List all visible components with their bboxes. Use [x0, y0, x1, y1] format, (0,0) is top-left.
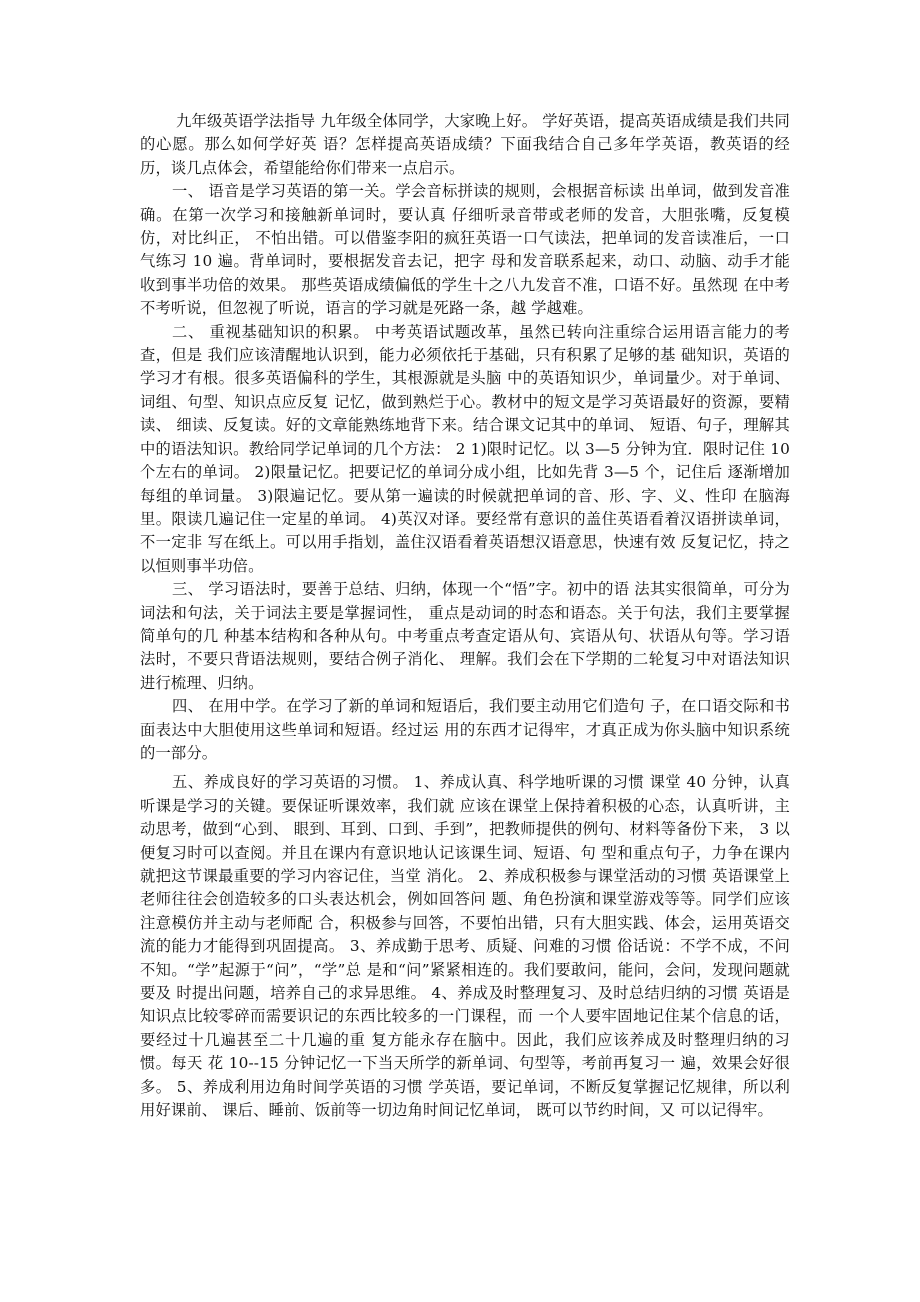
section-five-habits: 五、养成良好的学习英语的习惯。 1、养成认真、科学地听课的习惯 课堂 40 分钟，认真听课是学习的关键。要保证听课效率，我们就 应该在课堂上保持着积极的心态，认真听讲，主动思考，做到“心到、 眼到、耳到、口到、手到”，把教师提供的例句、材料等备份下来， 3 以便复习时可以查阅。并且在课内有意识地认记该课生词、短语、句 型和重点句子，力争在课内就把这节课最重要的学习内容记住，当堂 消化。 2、养成积极参与课堂活动的习惯 英语课堂上老师往往会创造较多的口头表达机会，例如回答问 题、角色扮演和课堂游戏等等。同学们应该注意模仿并主动与老师配 合，积极参与回答，不要怕出错，只有大胆实践、体会，运用英语交 流的能力才能得到巩固提高。 3、养成勤于思考、质疑、问难的习惯 俗话说：不学不成，不问不知。“学”起源于“问”，“学”总 是和“问”紧紧相连的。我们要敢问，能问，会问，发现问题就要及 时提出问题，培养自己的求异思维。 4、养成及时整理复习、及时总结归纳的习惯 英语是知识点比较零碎而需要识记的东西比较多的一门课程，而 一个人要牢固地记住某个信息的话，要经过十几遍甚至二十几遍的重 复方能永存在脑中。因此，我们应该养成及时整理归纳的习惯。每天 花 10--15 分钟记忆一下当天所学的新单词、句型等，考前再复习一 遍，效果会好很多。 5、养成利用边角时间学英语的习惯 学英语，要记单词，不断反复掌握记忆规律，所以利用好课前、 课后、睡前、饭前等一切边角时间记忆单词， 既可以节约时间，又 可以记得牢。 [140, 773, 790, 1120]
section-four-usage: 四、 在用中学。在学习了新的单词和短语后，我们要主动用它们造句 子，在口语交际和书面表达中大胆使用这些单词和短语。经过运 用的东西才记得牢，才真正成为你头脑中知识系统的一部分。 [140, 697, 790, 762]
section-three-grammar: 三、 学习语法时，要善于总结、归纳，体现一个“悟”字。初中的语 法其实很简单，可分为词法和句法，关于词法主要是掌握词性， 重点是动词的时态和语态。关于句法，我们主要掌握简单句的几 种基本结构和各种从句。中考重点考查定语从句、宾语从句、状语从句等。学习语法时，不要只背语法规则，要结合例子消化、 理解。我们会在下学期的二轮复习中对语法知识进行梳理、归纳。 [140, 580, 790, 692]
section-two-basics: 二、 重视基础知识的积累。 中考英语试题改革，虽然已转向注重综合运用语言能力的考查，但是 我们应该清醒地认识到，能力必须依托于基础，只有积累了足够的基 础知识，英语的学习才有根。很多英语偏科的学生，其根源就是头脑 中的英语知识少，单词量少。对于单词、词组、句型、知识点应反复 记忆，做到熟烂于心。教材中的短文是学习英语最好的资源，要精读、 细读、反复读。好的文章能熟练地背下来。结合课文记其中的单词、 短语、句子，理解其中的语法知识。教给同学记单词的几个方法： 2 1)限时记忆。以 3—5 分钟为宜．限时记住 10 个左右的单词。 2)限量记忆。把要记忆的单词分成小组，比如先背 3—5 个，记住后 逐渐增加每组的单词量。 3)限遍记忆。要从第一遍读的时候就把单词的音、形、字、义、性印 在脑海里。限读几遍记住一定星的单词。 4)英汉对译。要经常有意识的盖住英语看着汉语拼读单词，不一定非 写在纸上。可以用手指划，盖住汉语看着英语想汉语意思，快速有效 反复记忆，持之以恒则事半功倍。 [140, 322, 790, 575]
document-body [140, 110, 790, 1122]
intro-paragraph: 九年级英语学法指导 九年级全体同学，大家晚上好。 学好英语，提高英语成绩是我们共同的心愿。那么如何学好英 语？怎样提高英语成绩？下面我结合自己多年学英语，教英语的经历，谈几点体会，希望能给你们带来一点启示。 [140, 112, 790, 177]
section-one-pronunciation: 一、 语音是学习英语的第一关。学会音标拼读的规则，会根据音标读 出单词，做到发音准确。在第一次学习和接触新单词时，要认真 仔细听录音带或老师的发音，大胆张嘴，反复模仿，对比纠正， 不怕出错。可以借鉴李阳的疯狂英语一口气读法，把单词的发音读准后，一口气练习 10 遍。背单词时，要根据发音去记，把字 母和发音联系起来，动口、动脑、动手才能收到事半功倍的效果。 那些英语成绩偏低的学生十之八九发音不准，口语不好。虽然现 在中考不考听说，但忽视了听说，语言的学习就是死路一条，越 学越难。 [140, 182, 790, 318]
